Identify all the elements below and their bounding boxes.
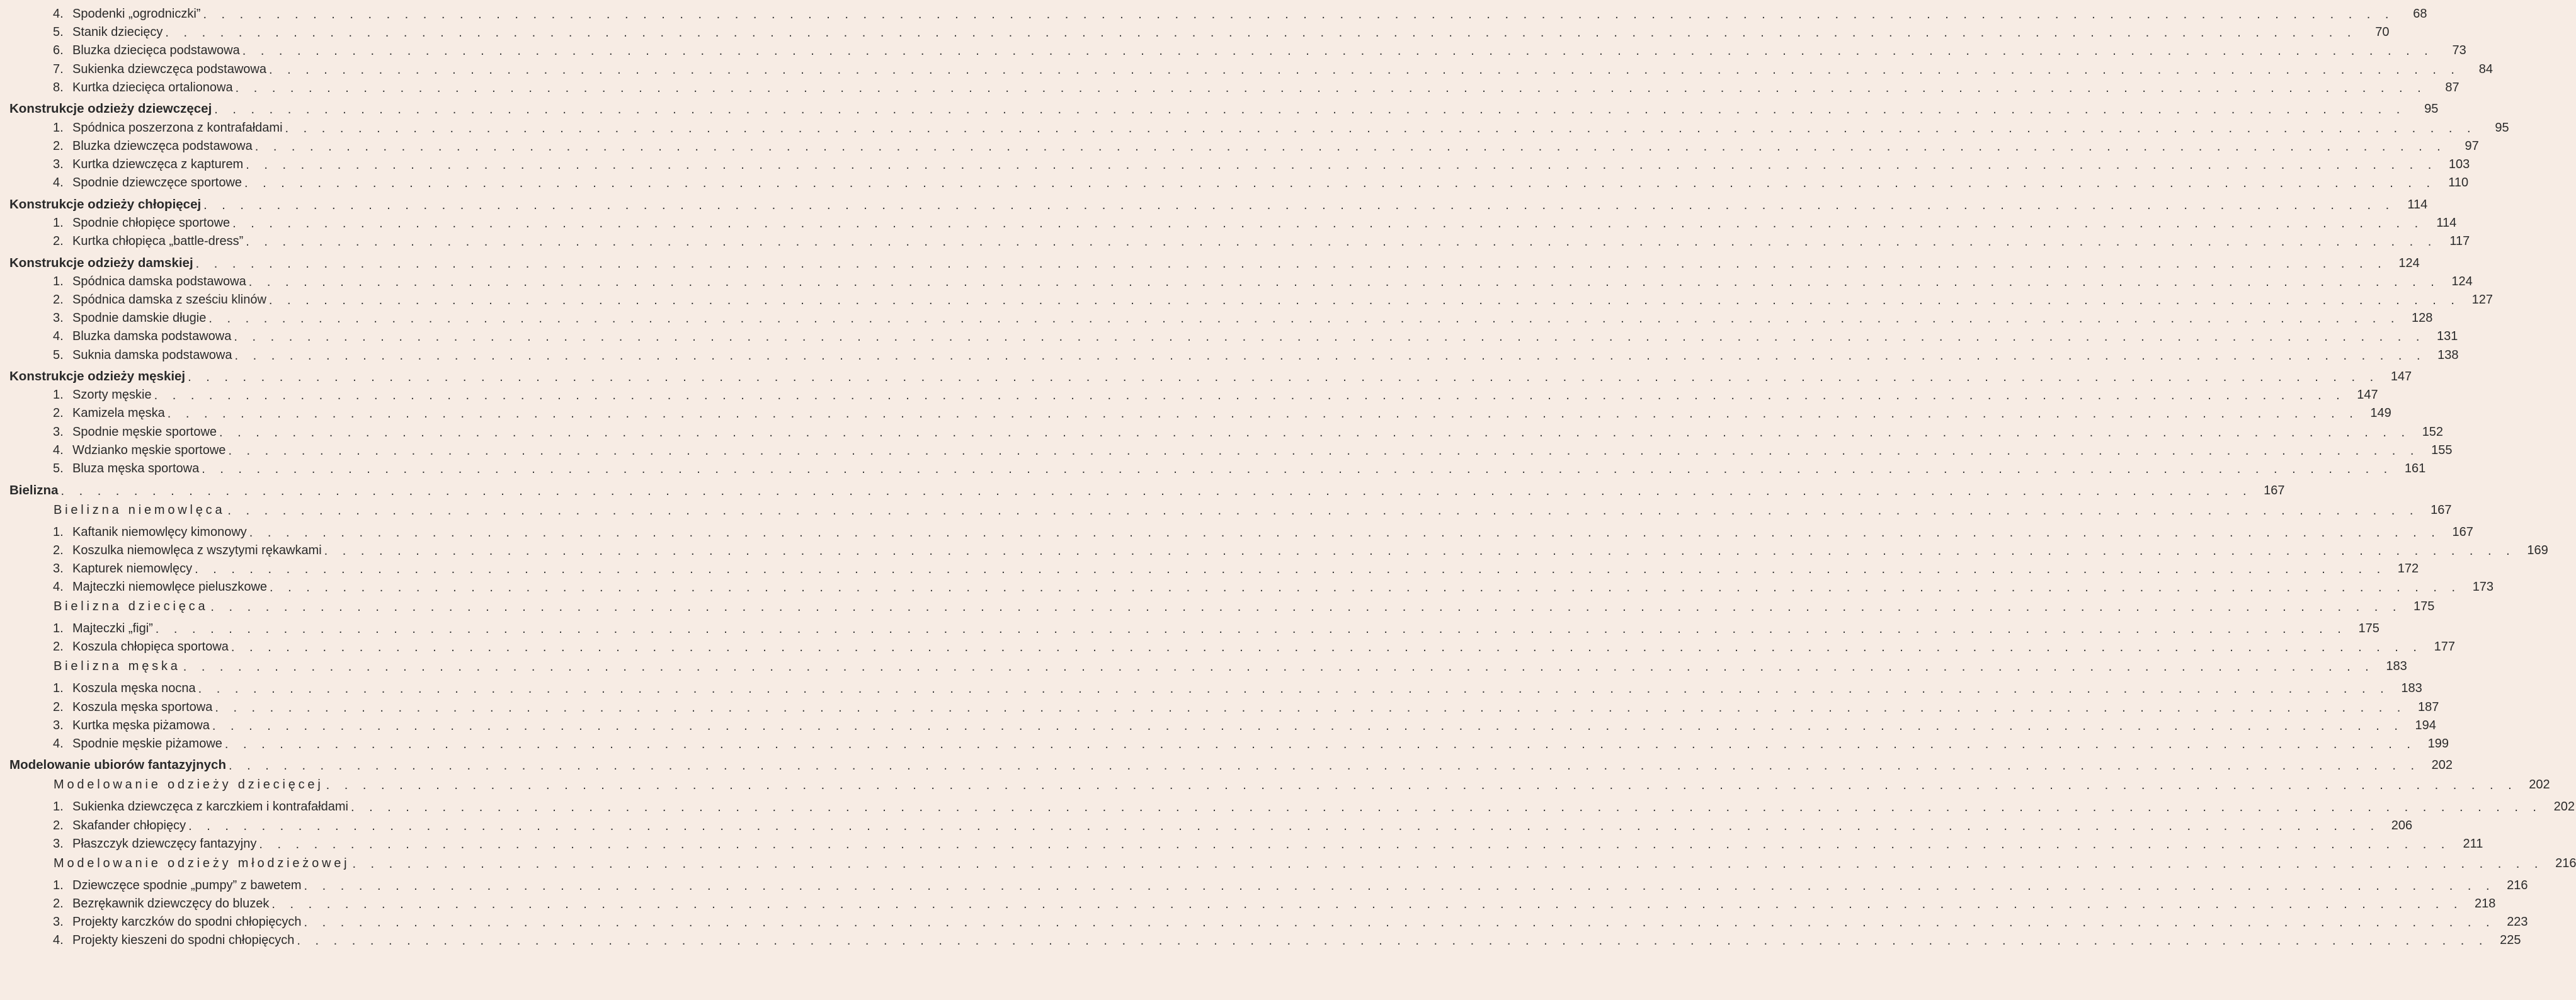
toc-entry xyxy=(0,345,2459,363)
toc-entry xyxy=(0,912,2528,930)
toc-title: Bluzka dziecięca podstawowa xyxy=(72,43,240,58)
toc-title: Bluza męska sportowa xyxy=(72,462,200,475)
toc-label xyxy=(0,310,206,326)
dot-leader: . . . . . . . . . . . . . . . . . . . . . . . . . . . . . . . . . . . . . . . . . . . . . . . . . . . . . . . . . . . . . . . . . . . . . . . . . . . . . . . . . . . . . . . . . . . . . . . . . . . . . . . . . . . . . . . . . . . . . . . . xyxy=(297,934,2488,948)
toc-page-number: 225 xyxy=(2500,933,2521,948)
toc-title: Kurtka chłopięca „battle-dress” xyxy=(72,234,244,248)
toc-label xyxy=(0,836,256,851)
toc-title: Majteczki „figi” xyxy=(72,622,153,636)
dot-leader: . . . . . . . . . . . . . . . . . . . . . . . . . . . . . . . . . . . . . . . . . . . . . . . . . . . . . . . . . . . . . . . . . . . . . . . . . . . . . . . . . . . . . . . . . . . . . . . . . . . . . . . . . . . . . . . . . . . . . . . . xyxy=(60,484,2252,498)
toc-number: 2. xyxy=(53,897,64,911)
toc-number: 2. xyxy=(53,543,64,557)
dot-leader: . . . . . . . . . . . . . . . . . . . . . . . . . . . . . . . . . . . . . . . . . . . . . . . . . . . . . . . . . . . . . . . . . . . . . . . . . . . . . . . . . . . . . . . . . . . . . . . . . . . . . . . . . . . . . . . . . . . . . . . . xyxy=(244,176,2436,191)
toc-title: Spodnie chłopięce sportowe xyxy=(72,215,231,230)
toc-entry xyxy=(0,797,2575,815)
toc-number: 4. xyxy=(53,736,64,751)
toc-number: 1. xyxy=(53,120,64,135)
toc-label xyxy=(0,818,186,833)
dot-leader: . . . . . . . . . . . . . . . . . . . . . . . . . . . . . . . . . . . . . . . . . . . . . . . . . . . . . . . . . . . . . . . . . . . . . . . . . . . . . . . . . . . . . . . . . . . . . . . . . . . . . . . . . . . . . . . . . . . . . . . . xyxy=(304,916,2495,930)
dot-leader: . . . . . . . . . . . . . . . . . . . . . . . . . . . . . . . . . . . . . . . . . . . . . . . . . . . . . . . . . . . . . . . . . . . . . . . . . . . . . . . . . . . . . . . . . . . . . . . . . . . . . . . . . . . . . . . . . . . . . . . . xyxy=(215,700,2407,715)
toc-section xyxy=(0,366,2412,384)
toc-label xyxy=(0,878,302,893)
toc-entry xyxy=(0,326,2458,344)
toc-entry xyxy=(0,930,2521,948)
toc-title: Spodnie damskie długie xyxy=(72,311,207,326)
toc-label xyxy=(0,348,232,363)
toc-title: Spódnica poszerzona z kontrafałdami xyxy=(72,120,283,135)
toc-label xyxy=(0,387,152,402)
dot-leader: . . . . . . . . . . . . . . . . . . . . . . . . . . . . . . . . . . . . . . . . . . . . . . . . . . . . . . . . . . . . . . . . . . . . . . . . . . . . . . . . . . . . . . . . . . . . . . . . . . . . . . . . . . . . . . . . . . . . . . . . xyxy=(203,198,2395,212)
dot-leader: . . . . . . . . . . . . . . . . . . . . . . . . . . . . . . . . . . . . . . . . . . . . . . . . . . . . . . . . . . . . . . . . . . . . . . . . . . . . . . . . . . . . . . . . . . . . . . . . . . . . . . . . . . . . . . . . . . . . . . . . xyxy=(210,600,2402,615)
dot-leader: . . . . . . . . . . . . . . . . . . . . . . . . . . . . . . . . . . . . . . . . . . . . . . . . . . . . . . . . . . . . . . . . . . . . . . . . . . . . . . . . . . . . . . . . . . . . . . . . . . . . . . . . . . . . . . . . . . . . . . . . xyxy=(165,26,2357,40)
dot-leader: . . . . . . . . . . . . . . . . . . . . . . . . . . . . . . . . . . . . . . . . . . . . . . . . . . . . . . . . . . . . . . . . . . . . . . . . . . . . . . . . . . . . . . . . . . . . . . . . . . . . . . . . . . . . . . . . . . . . . . . . xyxy=(324,543,2516,558)
toc-page-number: 155 xyxy=(2431,443,2453,457)
toc-title: Bezrękawnik dziewczęcy do bluzek xyxy=(72,897,270,911)
toc-entry xyxy=(0,834,2483,851)
toc-entry xyxy=(0,540,2548,558)
dot-leader: . . . . . . . . . . . . . . . . . . . . . . . . . . . . . . . . . . . . . . . . . . . . . . . . . . . . . . . . . . . . . . . . . . . . . . . . . . . . . . . . . . . . . . . . . . . . . . . . . . . . . . . . . . . . . . . . . . . . . . . . xyxy=(246,235,2437,249)
toc-entry xyxy=(0,577,2494,595)
toc-page-number: 152 xyxy=(2422,424,2444,439)
toc-entry xyxy=(0,118,2509,135)
dot-leader: . . . . . . . . . . . . . . . . . . . . . . . . . . . . . . . . . . . . . . . . . . . . . . . . . . . . . . . . . . . . . . . . . . . . . . . . . . . . . . . . . . . . . . . . . . . . . . . . . . . . . . . . . . . . . . . . . . . . . . . . xyxy=(235,81,2427,95)
toc-number: 2. xyxy=(53,640,64,654)
dot-leader: . . . . . . . . . . . . . . . . . . . . . . . . . . . . . . . . . . . . . . . . . . . . . . . . . . . . . . . . . . . . . . . . . . . . . . . . . . . . . . . . . . . . . . . . . . . . . . . . . . . . . . . . . . . . . . . . . . . . . . . . xyxy=(203,8,2395,21)
toc-number: 1. xyxy=(53,800,64,814)
toc-label xyxy=(0,659,181,674)
toc-entry xyxy=(0,678,2422,696)
toc-entry xyxy=(0,440,2453,458)
toc-page-number: 177 xyxy=(2434,640,2455,654)
toc-section xyxy=(0,253,2420,271)
dot-leader: . . . . . . . . . . . . . . . . . . . . . . . . . . . . . . . . . . . . . . . . . . . . . . . . . . . . . . . . . . . . . . . . . . . . . . . . . . . . . . . . . . . . . . . . . . . . . . . . . . . . . . . . . . . . . . . . . . . . . . . . xyxy=(183,660,2374,674)
toc-number: 1. xyxy=(53,274,64,288)
toc-page-number: 70 xyxy=(2375,25,2390,40)
toc-number: 4. xyxy=(53,580,64,594)
toc-entry xyxy=(0,308,2433,326)
dot-leader: . . . . . . . . . . . . . . . . . . . . . . . . . . . . . . . . . . . . . . . . . . . . . . . . . . . . . . . . . . . . . . . . . . . . . . . . . . . . . . . . . . . . . . . . . . . . . . . . . . . . . . . . . . . . . . . . . . . . . . . . xyxy=(268,62,2460,77)
toc-page-number: 167 xyxy=(2431,503,2452,517)
toc-number: 3. xyxy=(53,836,64,851)
toc-title: Spodnie męskie sportowe xyxy=(72,424,217,439)
toc-entry xyxy=(0,522,2473,540)
toc-label xyxy=(0,197,201,212)
toc-page-number: 110 xyxy=(2448,176,2469,190)
toc-title: Modelowanie ubiorów fantazyjnych xyxy=(9,758,226,773)
toc-number: 5. xyxy=(53,25,64,40)
dot-leader: . . . . . . . . . . . . . . . . . . . . . . . . . . . . . . . . . . . . . . . . . . . . . . . . . . . . . . . . . . . . . . . . . . . . . . . . . . . . . . . . . . . . . . . . . . . . . . . . . . . . . . . . . . . . . . . . . . . . . . . . xyxy=(219,425,2411,440)
toc-title: Projekty kieszeni do spodni chłopięcych xyxy=(72,933,295,948)
toc-title: Konstrukcje odzieży damskiej xyxy=(9,255,193,270)
toc-title: Szorty męskie xyxy=(72,388,152,402)
toc-number: 2. xyxy=(53,818,64,832)
dot-leader: . . . . . . . . . . . . . . . . . . . . . . . . . . . . . . . . . . . . . . . . . . . . . . . . . . . . . . . . . . . . . . . . . . . . . . . . . . . . . . . . . . . . . . . . . . . . . . . . . . . . . . . . . . . . . . . . . . . . . . . . xyxy=(268,293,2460,307)
toc-entry xyxy=(0,458,2426,476)
dot-leader: . . . . . . . . . . . . . . . . . . . . . . . . . . . . . . . . . . . . . . . . . . . . . . . . . . . . . . . . . . . . . . . . . . . . . . . . . . . . . . . . . . . . . . . . . . . . . . . . . . . . . . . . . . . . . . . . . . . . . . . . xyxy=(202,462,2393,476)
toc-number: 5. xyxy=(53,348,64,362)
toc-page-number: 95 xyxy=(2495,120,2509,135)
toc-page-number: 199 xyxy=(2427,736,2449,751)
toc-label xyxy=(0,777,324,792)
toc-label xyxy=(0,80,233,95)
toc-page-number: 175 xyxy=(2358,622,2379,636)
toc-entry xyxy=(0,213,2457,230)
toc-number: 3. xyxy=(53,311,64,326)
toc-number: 2. xyxy=(53,234,64,248)
toc-entry xyxy=(0,173,2469,191)
toc-entry xyxy=(0,715,2436,733)
toc-number: 1. xyxy=(53,388,64,402)
dot-leader: . . . . . . . . . . . . . . . . . . . . . . . . . . . . . . . . . . . . . . . . . . . . . . . . . . . . . . . . . . . . . . . . . . . . . . . . . . . . . . . . . . . . . . . . . . . . . . . . . . . . . . . . . . . . . . . . . . . . . . . . xyxy=(227,503,2419,518)
toc-entry xyxy=(0,875,2528,893)
toc-label xyxy=(0,329,231,344)
toc-number: 3. xyxy=(53,157,64,171)
toc-entry xyxy=(0,4,2427,21)
toc-page-number: 167 xyxy=(2452,525,2473,539)
toc-page-number: 194 xyxy=(2415,718,2436,732)
toc-label xyxy=(0,525,247,540)
toc-label xyxy=(0,799,348,814)
toc-entry xyxy=(0,559,2419,576)
toc-entry xyxy=(0,77,2459,95)
toc-label xyxy=(0,101,212,116)
toc-page-number: 127 xyxy=(2471,292,2493,307)
dot-leader: . . . . . . . . . . . . . . . . . . . . . . . . . . . . . . . . . . . . . . . . . . . . . . . . . . . . . . . . . . . . . . . . . . . . . . . . . . . . . . . . . . . . . . . . . . . . . . . . . . . . . . . . . . . . . . . . . . . . . . . . xyxy=(246,157,2437,172)
toc-number: 1. xyxy=(53,525,64,539)
dot-leader: . . . . . . . . . . . . . . . . . . . . . . . . . . . . . . . . . . . . . . . . . . . . . . . . . . . . . . . . . . . . . . . . . . . . . . . . . . . . . . . . . . . . . . . . . . . . . . . . . . . . . . . . . . . . . . . . . . . . . . . . xyxy=(155,622,2347,637)
dot-leader: . . . . . . . . . . . . . . . . . . . . . . . . . . . . . . . . . . . . . . . . . . . . . . . . . . . . . . . . . . . . . . . . . . . . . . . . . . . . . . . . . . . . . . . . . . . . . . . . . . . . . . . . . . . . . . . . . . . . . . . . xyxy=(352,856,2544,871)
toc-page-number: 87 xyxy=(2445,80,2459,94)
toc-page-number: 173 xyxy=(2472,580,2494,594)
dot-leader: . . . . . . . . . . . . . . . . . . . . . . . . . . . . . . . . . . . . . . . . . . . . . . . . . . . . . . . . . . . . . . . . . . . . . . . . . . . . . . . . . . . . . . . . . . . . . . . . . . . . . . . . . . . . . . . . . . . . . . . . xyxy=(259,837,2451,851)
toc-title: Konstrukcje odzieży dziewczęcej xyxy=(9,101,212,116)
toc-label xyxy=(0,561,192,576)
toc-number: 6. xyxy=(53,43,64,58)
toc-title: Kamizela męska xyxy=(72,406,165,421)
toc-page-number: 149 xyxy=(2370,406,2391,421)
toc-title: Wdzianko męskie sportowe xyxy=(72,443,226,457)
toc-label xyxy=(0,896,269,911)
toc-entry xyxy=(0,136,2479,154)
dot-leader: . . . . . . . . . . . . . . . . . . . . . . . . . . . . . . . . . . . . . . . . . . . . . . . . . . . . . . . . . . . . . . . . . . . . . . . . . . . . . . . . . . . . . . . . . . . . . . . . . . . . . . . . . . . . . . . . . . . . . . . . xyxy=(228,443,2420,458)
toc-page-number: 202 xyxy=(2553,800,2575,814)
toc-section xyxy=(0,480,2285,498)
dot-leader: . . . . . . . . . . . . . . . . . . . . . . . . . . . . . . . . . . . . . . . . . . . . . . . . . . . . . . . . . . . . . . . . . . . . . . . . . . . . . . . . . . . . . . . . . . . . . . . . . . . . . . . . . . . . . . . . . . . . . . . . xyxy=(270,581,2461,595)
dot-leader: . . . . . . . . . . . . . . . . . . . . . . . . . . . . . . . . . . . . . . . . . . . . . . . . . . . . . . . . . . . . . . . . . . . . . . . . . . . . . . . . . . . . . . . . . . . . . . . . . . . . . . . . . . . . . . . . . . . . . . . . xyxy=(195,562,2386,576)
dot-leader: . . . . . . . . . . . . . . . . . . . . . . . . . . . . . . . . . . . . . . . . . . . . . . . . . . . . . . . . . . . . . . . . . . . . . . . . . . . . . . . . . . . . . . . . . . . . . . . . . . . . . . . . . . . . . . . . . . . . . . . . xyxy=(198,682,2390,696)
toc-page-number: 211 xyxy=(2463,836,2483,851)
toc-title: Spodenki „ogrodniczki” xyxy=(72,7,201,21)
toc-title: Modelowanie odzieży młodzieżowej xyxy=(54,856,350,870)
toc-title: Konstrukcje odzieży chłopięcej xyxy=(9,196,202,212)
toc-page-number: 167 xyxy=(2264,483,2285,497)
toc-entry xyxy=(0,815,2413,833)
toc-title: Bielizna niemowlęca xyxy=(54,503,225,517)
toc-title: Kapturek niemowlęcy xyxy=(72,561,193,576)
toc-entry xyxy=(0,59,2493,77)
toc-page-number: 114 xyxy=(2436,215,2457,230)
toc-title: Kurtka męska piżamowa xyxy=(72,718,210,732)
dot-leader: . . . . . . . . . . . . . . . . . . . . . . . . . . . . . . . . . . . . . . . . . . . . . . . . . . . . . . . . . . . . . . . . . . . . . . . . . . . . . . . . . . . . . . . . . . . . . . . . . . . . . . . . . . . . . . . . . . . . . . . . xyxy=(195,256,2387,271)
toc-label xyxy=(0,369,185,384)
toc-title: Koszula chłopięca sportowa xyxy=(72,640,229,654)
toc-page-number: 202 xyxy=(2529,778,2550,792)
toc-label xyxy=(0,639,229,654)
toc-title: Stanik dziecięcy xyxy=(72,25,163,40)
toc-label xyxy=(0,43,240,58)
toc-number: 1. xyxy=(53,878,64,892)
toc-page-number: 138 xyxy=(2437,348,2459,362)
toc-page-number: 95 xyxy=(2424,102,2439,116)
toc-title: Majteczki niemowlęce pieluszkowe xyxy=(72,580,268,594)
toc-label xyxy=(0,700,212,715)
dot-leader: . . . . . . . . . . . . . . . . . . . . . . . . . . . . . . . . . . . . . . . . . . . . . . . . . . . . . . . . . . . . . . . . . . . . . . . . . . . . . . . . . . . . . . . . . . . . . . . . . . . . . . . . . . . . . . . . . . . . . . . . xyxy=(304,878,2495,893)
toc-label xyxy=(0,62,266,77)
toc-title: Projekty karczków do spodni chłopięcych xyxy=(72,915,302,929)
toc-number: 8. xyxy=(53,80,64,94)
toc-title: Kurtka dziewczęca z kapturem xyxy=(72,157,244,171)
dot-leader: . . . . . . . . . . . . . . . . . . . . . . . . . . . . . . . . . . . . . . . . . . . . . . . . . . . . . . . . . . . . . . . . . . . . . . . . . . . . . . . . . . . . . . . . . . . . . . . . . . . . . . . . . . . . . . . . . . . . . . . . xyxy=(232,216,2424,230)
toc-page-number: 183 xyxy=(2401,681,2422,696)
toc-entry xyxy=(0,40,2466,59)
dot-leader: . . . . . . . . . . . . . . . . . . . . . . . . . . . . . . . . . . . . . . . . . . . . . . . . . . . . . . . . . . . . . . . . . . . . . . . . . . . . . . . . . . . . . . . . . . . . . . . . . . . . . . . . . . . . . . . . . . . . . . . . xyxy=(248,275,2440,289)
toc-label xyxy=(0,856,350,871)
toc-label xyxy=(0,736,222,751)
toc-label xyxy=(0,424,217,440)
toc-number: 4. xyxy=(53,933,64,948)
toc-number: 2. xyxy=(53,292,64,307)
toc-subsection xyxy=(0,656,2407,674)
toc-title: Suknia damska podstawowa xyxy=(72,348,232,362)
toc-title: Kurtka dziecięca ortalionowa xyxy=(72,80,233,94)
dot-leader: . . . . . . . . . . . . . . . . . . . . . . . . . . . . . . . . . . . . . . . . . . . . . . . . . . . . . . . . . . . . . . . . . . . . . . . . . . . . . . . . . . . . . . . . . . . . . . . . . . . . . . . . . . . . . . . . . . . . . . . . xyxy=(224,737,2416,751)
toc-number: 4. xyxy=(53,176,64,190)
toc-label xyxy=(0,274,246,289)
toc-page-number: 216 xyxy=(2555,856,2576,870)
dot-leader: . . . . . . . . . . . . . . . . . . . . . . . . . . . . . . . . . . . . . . . . . . . . . . . . . . . . . . . . . . . . . . . . . . . . . . . . . . . . . . . . . . . . . . . . . . . . . . . . . . . . . . . . . . . . . . . . . . . . . . . . xyxy=(254,139,2446,154)
toc-label xyxy=(0,718,210,733)
toc-entry xyxy=(0,894,2496,911)
toc-label xyxy=(0,25,162,40)
toc-label xyxy=(0,120,283,135)
toc-page-number: 187 xyxy=(2418,700,2439,714)
toc-label xyxy=(0,215,230,230)
dot-leader: . . . . . . . . . . . . . . . . . . . . . . . . . . . . . . . . . . . . . . . . . . . . . . . . . . . . . . . . . . . . . . . . . . . . . . . . . . . . . . . . . . . . . . . . . . . . . . . . . . . . . . . . . . . . . . . . . . . . . . . . xyxy=(271,897,2463,911)
toc-label xyxy=(0,234,243,249)
dot-leader: . . . . . . . . . . . . . . . . . . . . . . . . . . . . . . . . . . . . . . . . . . . . . . . . . . . . . . . . . . . . . . . . . . . . . . . . . . . . . . . . . . . . . . . . . . . . . . . . . . . . . . . . . . . . . . . . . . . . . . . . xyxy=(249,525,2441,540)
dot-leader: . . . . . . . . . . . . . . . . . . . . . . . . . . . . . . . . . . . . . . . . . . . . . . . . . . . . . . . . . . . . . . . . . . . . . . . . . . . . . . . . . . . . . . . . . . . . . . . . . . . . . . . . . . . . . . . . . . . . . . . . xyxy=(214,103,2406,117)
toc-label xyxy=(0,406,165,421)
toc-page-number: 124 xyxy=(2451,274,2473,288)
toc-page-number: 73 xyxy=(2452,43,2466,58)
toc-page-number: 97 xyxy=(2465,139,2479,153)
toc-label xyxy=(0,6,200,21)
toc-number: 4. xyxy=(53,7,64,21)
toc-title: Bielizna xyxy=(9,482,59,497)
toc-title: Sukienka dziewczęca z karczkiem i kontrafałdami xyxy=(72,800,348,814)
dot-leader: . . . . . . . . . . . . . . . . . . . . . . . . . . . . . . . . . . . . . . . . . . . . . . . . . . . . . . . . . . . . . . . . . . . . . . . . . . . . . . . . . . . . . . . . . . . . . . . . . . . . . . . . . . . . . . . . . . . . . . . . xyxy=(285,121,2476,135)
dot-leader: . . . . . . . . . . . . . . . . . . . . . . . . . . . . . . . . . . . . . . . . . . . . . . . . . . . . . . . . . . . . . . . . . . . . . . . . . . . . . . . . . . . . . . . . . . . . . . . . . . . . . . . . . . . . . . . . . . . . . . . . xyxy=(234,348,2426,363)
toc-number: 3. xyxy=(53,561,64,576)
toc-page-number: 124 xyxy=(2398,256,2420,270)
dot-leader: . . . . . . . . . . . . . . . . . . . . . . . . . . . . . . . . . . . . . . . . . . . . . . . . . . . . . . . . . . . . . . . . . . . . . . . . . . . . . . . . . . . . . . . . . . . . . . . . . . . . . . . . . . . . . . . . . . . . . . . . xyxy=(188,819,2380,833)
toc-page-number: 147 xyxy=(2357,388,2378,402)
toc-page-number: 218 xyxy=(2475,897,2496,911)
dot-leader: . . . . . . . . . . . . . . . . . . . . . . . . . . . . . . . . . . . . . . . . . . . . . . . . . . . . . . . . . . . . . . . . . . . . . . . . . . . . . . . . . . . . . . . . . . . . . . . . . . . . . . . . . . . . . . . . . . . . . . . . xyxy=(212,719,2403,733)
toc-page-number: 114 xyxy=(2407,197,2428,212)
toc-page-number: 128 xyxy=(2412,311,2433,326)
toc-label xyxy=(0,579,267,594)
toc-page-number: 84 xyxy=(2478,62,2493,76)
toc-page-number: 202 xyxy=(2431,758,2453,773)
dot-leader: . . . . . . . . . . . . . . . . . . . . . . . . . . . . . . . . . . . . . . . . . . . . . . . . . . . . . . . . . . . . . . . . . . . . . . . . . . . . . . . . . . . . . . . . . . . . . . . . . . . . . . . . . . . . . . . . . . . . . . . . xyxy=(326,778,2517,793)
toc-label xyxy=(0,503,225,518)
toc-label xyxy=(0,139,253,154)
toc-page-number: 147 xyxy=(2390,370,2412,384)
toc-entry xyxy=(0,637,2455,655)
toc-title: Konstrukcje odzieży męskiej xyxy=(9,369,186,384)
toc-title: Bluzka dziewczęca podstawowa xyxy=(72,139,253,153)
toc-title: Koszulka niemowlęca z wszytymi rękawkami xyxy=(72,543,322,557)
toc-label xyxy=(0,599,208,614)
toc-number: 2. xyxy=(53,700,64,714)
toc-label xyxy=(0,292,266,307)
toc-entry xyxy=(0,231,2470,249)
toc-label xyxy=(0,933,294,948)
toc-page-number: 68 xyxy=(2413,7,2427,21)
dot-leader: . . . . . . . . . . . . . . . . . . . . . . . . . . . . . . . . . . . . . . . . . . . . . . . . . . . . . . . . . . . . . . . . . . . . . . . . . . . . . . . . . . . . . . . . . . . . . . . . . . . . . . . . . . . . . . . . . . . . . . . . xyxy=(188,370,2379,384)
toc-label xyxy=(0,443,225,458)
toc-title: Modelowanie odzieży dziecięcej xyxy=(54,778,324,792)
toc-entry xyxy=(0,697,2439,715)
toc-title: Bluzka damska podstawowa xyxy=(72,329,232,344)
toc-number: 2. xyxy=(53,406,64,421)
toc-title: Spodnie męskie piżamowe xyxy=(72,736,222,751)
toc-page-number: 172 xyxy=(2397,561,2419,576)
toc-label xyxy=(0,543,322,558)
toc-subsection xyxy=(0,775,2550,793)
toc-entry xyxy=(0,271,2473,289)
toc-label xyxy=(0,175,242,190)
toc-title: Koszula męska nocna xyxy=(72,681,196,696)
toc-title: Spódnica damska podstawowa xyxy=(72,274,246,288)
toc-page-number: 117 xyxy=(2449,234,2470,248)
toc-title: Bielizna męska xyxy=(54,659,181,674)
dot-leader: . . . . . . . . . . . . . . . . . . . . . . . . . . . . . . . . . . . . . . . . . . . . . . . . . . . . . . . . . . . . . . . . . . . . . . . . . . . . . . . . . . . . . . . . . . . . . . . . . . . . . . . . . . . . . . . . . . . . . . . . xyxy=(242,44,2434,59)
dot-leader: . . . . . . . . . . . . . . . . . . . . . . . . . . . . . . . . . . . . . . . . . . . . . . . . . . . . . . . . . . . . . . . . . . . . . . . . . . . . . . . . . . . . . . . . . . . . . . . . . . . . . . . . . . . . . . . . . . . . . . . . xyxy=(234,330,2425,344)
toc-title: Spodnie dziewczęce sportowe xyxy=(72,176,242,190)
toc-entry xyxy=(0,22,2390,40)
dot-leader: . . . . . . . . . . . . . . . . . . . . . . . . . . . . . . . . . . . . . . . . . . . . . . . . . . . . . . . . . . . . . . . . . . . . . . . . . . . . . . . . . . . . . . . . . . . . . . . . . . . . . . . . . . . . . . . . . . . . . . . . xyxy=(350,800,2542,815)
toc-entry xyxy=(0,734,2449,751)
toc-page-number: 223 xyxy=(2507,915,2528,929)
toc-entry xyxy=(0,618,2379,637)
toc-page-number: 103 xyxy=(2448,157,2470,171)
toc-number: 1. xyxy=(53,681,64,696)
toc-label xyxy=(0,256,193,271)
dot-leader: . . . . . . . . . . . . . . . . . . . . . . . . . . . . . . . . . . . . . . . . . . . . . . . . . . . . . . . . . . . . . . . . . . . . . . . . . . . . . . . . . . . . . . . . . . . . . . . . . . . . . . . . . . . . . . . . . . . . . . . . xyxy=(167,407,2359,421)
toc-page-number: 183 xyxy=(2386,659,2407,674)
toc-title: Sukienka dziewczęca podstawowa xyxy=(72,62,266,76)
toc-entry xyxy=(0,422,2444,440)
toc-label xyxy=(0,621,153,636)
toc-label xyxy=(0,483,58,498)
toc-title: Spódnica damska z sześciu klinów xyxy=(72,292,266,307)
toc-label xyxy=(0,461,199,476)
toc-page-number: 169 xyxy=(2527,543,2548,557)
toc-label xyxy=(0,914,302,929)
dot-leader: . . . . . . . . . . . . . . . . . . . . . . . . . . . . . . . . . . . . . . . . . . . . . . . . . . . . . . . . . . . . . . . . . . . . . . . . . . . . . . . . . . . . . . . . . . . . . . . . . . . . . . . . . . . . . . . . . . . . . . . . xyxy=(208,312,2400,326)
toc-section xyxy=(0,755,2453,773)
toc-entry xyxy=(0,154,2470,172)
toc-section xyxy=(0,99,2439,117)
toc-entry xyxy=(0,290,2493,307)
toc-page-number: 175 xyxy=(2414,599,2435,614)
toc-page-number: 161 xyxy=(2404,462,2426,475)
toc-title: Dziewczęce spodnie „pumpy” z bawetem xyxy=(72,878,302,892)
toc-number: 3. xyxy=(53,718,64,732)
toc-number: 5. xyxy=(53,462,64,475)
toc-title: Bielizna dziecięca xyxy=(54,599,208,614)
toc-page-number: 216 xyxy=(2507,878,2528,892)
toc-subsection xyxy=(0,596,2435,615)
toc-number: 1. xyxy=(53,622,64,636)
toc-section xyxy=(0,195,2428,212)
toc-number: 7. xyxy=(53,62,64,76)
toc-number: 2. xyxy=(53,139,64,153)
toc-label xyxy=(0,758,226,773)
toc-title: Kaftanik niemowlęcy kimonowy xyxy=(72,525,247,539)
toc-entry xyxy=(0,385,2378,403)
toc-label xyxy=(0,157,243,172)
dot-leader: . . . . . . . . . . . . . . . . . . . . . . . . . . . . . . . . . . . . . . . . . . . . . . . . . . . . . . . . . . . . . . . . . . . . . . . . . . . . . . . . . . . . . . . . . . . . . . . . . . . . . . . . . . . . . . . . . . . . . . . . xyxy=(154,389,2345,403)
toc-entry xyxy=(0,403,2391,421)
toc-subsection xyxy=(0,853,2576,871)
toc-number: 4. xyxy=(53,329,64,344)
dot-leader: . . . . . . . . . . . . . . . . . . . . . . . . . . . . . . . . . . . . . . . . . . . . . . . . . . . . . . . . . . . . . . . . . . . . . . . . . . . . . . . . . . . . . . . . . . . . . . . . . . . . . . . . . . . . . . . . . . . . . . . . xyxy=(231,640,2422,655)
toc-page-number: 131 xyxy=(2437,329,2458,344)
toc-label xyxy=(0,681,196,696)
dot-leader: . . . . . . . . . . . . . . . . . . . . . . . . . . . . . . . . . . . . . . . . . . . . . . . . . . . . . . . . . . . . . . . . . . . . . . . . . . . . . . . . . . . . . . . . . . . . . . . . . . . . . . . . . . . . . . . . . . . . . . . . xyxy=(228,759,2420,773)
toc-number: 3. xyxy=(53,915,64,929)
toc-number: 3. xyxy=(53,424,64,439)
toc-title: Skafander chłopięcy xyxy=(72,818,186,832)
toc-number: 4. xyxy=(53,443,64,457)
toc-page-number: 206 xyxy=(2391,818,2413,832)
toc-title: Koszula męska sportowa xyxy=(72,700,213,714)
toc-subsection xyxy=(0,500,2452,518)
toc-title: Płaszczyk dziewczęcy fantazyjny xyxy=(72,836,257,851)
toc-number: 1. xyxy=(53,215,64,230)
